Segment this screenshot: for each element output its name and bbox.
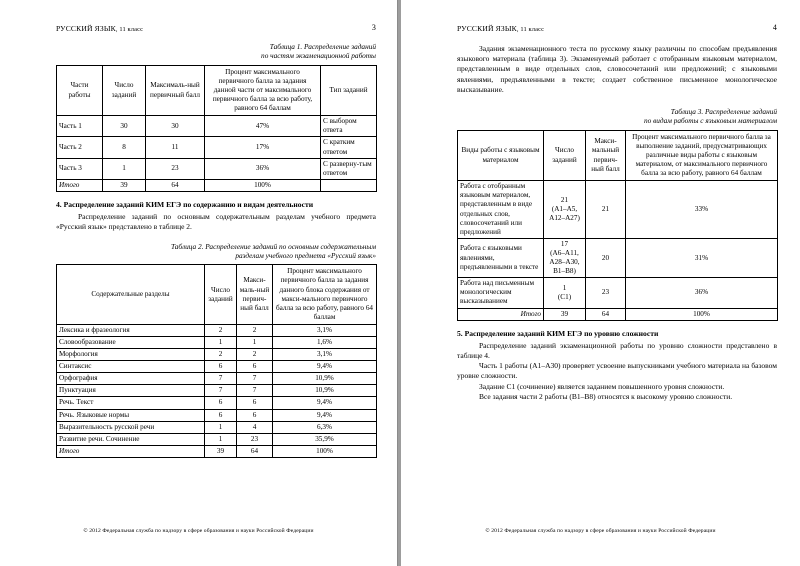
table2-r7-score: 6 [237, 409, 273, 421]
table-row [57, 137, 377, 158]
running-head-subtitle: , 11 класс [115, 26, 144, 33]
table1-r0-score: 30 [146, 116, 205, 137]
section-4-heading: 4. Распределение заданий КИМ ЕГЭ по содержанию и видам деятельности [56, 199, 314, 209]
table3-r0-count [544, 181, 586, 239]
table-row [458, 278, 778, 308]
table1-r2-count: 1 [103, 158, 146, 179]
table1-caption [56, 42, 376, 61]
table-row [57, 385, 377, 397]
intro-paragraph: Задания экзаменационного теста по русскому языку различны по способам предъявления языкового материала (таблица 3). Экзаменуемый работает с отобранным языковым материалом, представленным в виде отдельных слов, словосочетаний или предложений; с языковыми явлениями, предъявленными в тексте; создает собственное письменное монологическое высказывание. [457, 44, 777, 94]
table1-r0-count: 30 [103, 116, 146, 137]
table2-r0-section: Лексика и фразеология [57, 324, 205, 336]
table1-total-count: 39 [103, 179, 146, 191]
table2-r5-count: 7 [205, 385, 237, 397]
table2-r0-count: 2 [205, 324, 237, 336]
table3-r1-count-sub: (A6–A11, A28–A30, B1–B8) [549, 248, 580, 276]
table2-r3-percent: 9,4% [273, 361, 377, 373]
table2-r6-score: 6 [237, 397, 273, 409]
page-right [401, 0, 800, 566]
table3-r1-kind: Работа с языковыми явлениями, предъявленными в тексте [458, 238, 544, 277]
table2-r6-count: 6 [205, 397, 237, 409]
table2-r4-percent: 10,9% [273, 373, 377, 385]
table1-total-label: Итого [57, 179, 103, 191]
table3-total-label: Итого [458, 308, 544, 320]
table2-total-label: Итого [57, 445, 205, 457]
table1-caption-line2: по частям экзаменационной работы [261, 51, 376, 61]
section-5-paragraph-4: Все задания части 2 работы (B1–B8) относятся к высокому уровню сложности. [479, 391, 733, 401]
table2-r4-score: 7 [237, 373, 273, 385]
table1-r0-part: Часть 1 [57, 116, 103, 137]
section-5-paragraph-2: Часть 1 работы (A1–A30) проверяет усвоение выпускниками учебного материала на базовом уровне сложности. [457, 361, 777, 381]
table2-total-percent: 100% [273, 445, 377, 457]
table2-r2-count: 2 [205, 349, 237, 361]
table3-r2-score: 23 [586, 278, 626, 308]
table3-r2-count-sub: (C1) [557, 292, 572, 301]
table2-total-count: 39 [205, 445, 237, 457]
table2-caption [56, 242, 376, 261]
table1-col-type: Тип заданий [321, 65, 377, 115]
table1-caption-line1: Таблица 1. Распределение заданий [269, 42, 376, 51]
section-5-paragraph-3: Задание C1 (сочинение) является заданием повышенного уровня сложности. [479, 381, 725, 391]
table2-caption-line1: Таблица 2. Распределение заданий по основным содержательным [170, 241, 376, 251]
running-head-title: РУССКИЙ ЯЗЫК [56, 24, 116, 33]
table1-r2-type: С разверну-тым ответом [321, 158, 377, 179]
table2-r5-section: Пунктуация [57, 385, 205, 397]
table-row [57, 158, 377, 179]
table2-r7-percent: 9,4% [273, 409, 377, 421]
table3-total-percent: 100% [626, 308, 778, 320]
table3-r1-count-main: 17 [560, 239, 569, 248]
running-head-title: РУССКИЙ ЯЗЫК [457, 24, 517, 33]
table2-r5-score: 7 [237, 385, 273, 397]
table3-total-row [458, 308, 778, 320]
table1-col-percent: Процент максимального первичного балла за задания данной части от максимального первичного балла за всю работу, равного 64 баллам [205, 65, 321, 115]
table3-caption-line1: Таблица 3. Распределение заданий [670, 107, 777, 117]
table-row [57, 324, 377, 336]
table2-header-row [57, 265, 377, 325]
table-row [57, 409, 377, 421]
table2-r5-percent: 10,9% [273, 385, 377, 397]
table2-r0-score: 2 [237, 324, 273, 336]
table-row [57, 373, 377, 385]
table1-r1-type: С кратким ответом [321, 137, 377, 158]
table-row [57, 349, 377, 361]
table3-total-count: 39 [544, 308, 586, 320]
table1-col-part: Части работы [57, 65, 103, 115]
table1-col-count: Число заданий [103, 65, 146, 115]
table1-total-score: 64 [146, 179, 205, 191]
table-row [57, 397, 377, 409]
table2-caption-line2: разделам учебного предмета «Русский язык» [235, 250, 376, 260]
footer-left: © 2012 Федеральная служба по надзору в сфере образования и науки Российской Федерации [83, 528, 314, 534]
table2-r9-count: 1 [205, 433, 237, 445]
table2-r9-score: 23 [237, 433, 273, 445]
table1 [56, 65, 377, 192]
table2-col-section: Содержательные разделы [57, 265, 205, 325]
running-head-left [56, 24, 376, 36]
section-5-heading: 5. Распределение заданий КИМ ЕГЭ по уровню сложности [457, 328, 659, 338]
table3-r2-percent: 36% [626, 278, 778, 308]
table-row [57, 421, 377, 433]
table1-r2-part: Часть 3 [57, 158, 103, 179]
running-head-subtitle: , 11 класс [516, 26, 545, 33]
table1-r2-percent: 36% [205, 158, 321, 179]
table3-r0-kind: Работа с отобранным языковым материалом, представленным в виде отдельных слов, словосочетаний или предложений [458, 181, 544, 239]
table1-r0-percent: 47% [205, 116, 321, 137]
table3-caption [457, 107, 777, 126]
table3-col-count: Число заданий [544, 130, 586, 180]
table-row [458, 238, 778, 277]
table2-r7-count: 6 [205, 409, 237, 421]
table1-r2-score: 23 [146, 158, 205, 179]
table2-r9-section: Развитие речи. Сочинение [57, 433, 205, 445]
table2-r1-count: 1 [205, 337, 237, 349]
table1-total-row [57, 179, 377, 191]
table3-total-score: 64 [586, 308, 626, 320]
table3-r2-kind: Работа над письменным монологическим высказыванием [458, 278, 544, 308]
table2-r8-count: 1 [205, 421, 237, 433]
table-row [57, 337, 377, 349]
footer-right: © 2012 Федеральная служба по надзору в сфере образования и науки Российской Федерации [485, 528, 716, 534]
section-4-paragraph: Распределение заданий по основным содержательным разделам учебного предмета «Русский язык» представлено в таблице 2. [56, 212, 376, 232]
table2-r8-score: 4 [237, 421, 273, 433]
table3-r2-count-main: 1 [562, 283, 567, 292]
table3-r1-score: 20 [586, 238, 626, 277]
table2-col-score: Макси-маль-ный первич-ный балл [237, 265, 273, 325]
table3-r0-percent: 33% [626, 181, 778, 239]
table1-col-score: Максималь-ный первичный балл [146, 65, 205, 115]
table2-total-row [57, 445, 377, 457]
table2-r8-section: Выразительность русской речи [57, 421, 205, 433]
table2-total-score: 64 [237, 445, 273, 457]
table1-total-type [321, 179, 377, 191]
table2-r1-section: Словообразование [57, 337, 205, 349]
table2-r4-count: 7 [205, 373, 237, 385]
table2-r3-count: 6 [205, 361, 237, 373]
table3-col-score: Макси-мальный первич-ный балл [586, 130, 626, 180]
table2-r4-section: Орфография [57, 373, 205, 385]
table3-r0-score: 21 [586, 181, 626, 239]
table1-header-row [57, 65, 377, 115]
table2-r6-percent: 9,4% [273, 397, 377, 409]
table-row [57, 361, 377, 373]
table2-r6-section: Речь. Текст [57, 397, 205, 409]
table3-r2-count [544, 278, 586, 308]
table3-caption-line2: по видам работы с языковым материалом [644, 116, 777, 126]
table3-r1-count [544, 238, 586, 277]
table1-r0-type: С выбором ответа [321, 116, 377, 137]
table2 [56, 264, 377, 458]
table1-r1-score: 11 [146, 137, 205, 158]
table3-header-row [458, 130, 778, 180]
table1-total-percent: 100% [205, 179, 321, 191]
page-number-left: 3 [371, 23, 376, 32]
page-number-right: 4 [772, 23, 777, 32]
table2-r9-percent: 35,9% [273, 433, 377, 445]
table-row [57, 116, 377, 137]
table3 [457, 130, 778, 321]
table2-r2-section: Морфология [57, 349, 205, 361]
table2-col-percent: Процент максимального первичного балла за задания данного блока содержания от макси-мального первичного балла за всю работу, равного 64 баллам [273, 265, 377, 325]
table3-col-kind: Виды работы с языковым материалом [458, 130, 544, 180]
table2-r3-score: 6 [237, 361, 273, 373]
table-row [458, 181, 778, 239]
table2-r8-percent: 6,3% [273, 421, 377, 433]
table2-r1-percent: 1,6% [273, 337, 377, 349]
table1-r1-percent: 17% [205, 137, 321, 158]
table2-col-count: Число заданий [205, 265, 237, 325]
table3-r0-count-sub: (A1–A5, A12–A27) [549, 205, 580, 223]
table1-r1-part: Часть 2 [57, 137, 103, 158]
table2-r7-section: Речь. Языковые нормы [57, 409, 205, 421]
table-row [57, 433, 377, 445]
table2-r2-score: 2 [237, 349, 273, 361]
page-left [0, 0, 398, 566]
running-head-right [457, 24, 777, 36]
section-5-paragraph-1: Распределение заданий экзаменационной работы по уровню сложности представлено в таблице 4. [457, 340, 777, 361]
table2-r2-percent: 3,1% [273, 349, 377, 361]
table3-r0-count-main: 21 [560, 195, 569, 204]
table2-r1-score: 1 [237, 337, 273, 349]
table2-r0-percent: 3,1% [273, 324, 377, 336]
table3-r1-percent: 31% [626, 238, 778, 277]
table2-r3-section: Синтаксис [57, 361, 205, 373]
table3-col-percent: Процент максимального первичного балла за выполнение заданий, предусматривающих различные виды работы с языковым материалом, от максимального первичного балла за всю работу, равного 64 баллам [626, 130, 778, 180]
table1-r1-count: 8 [103, 137, 146, 158]
